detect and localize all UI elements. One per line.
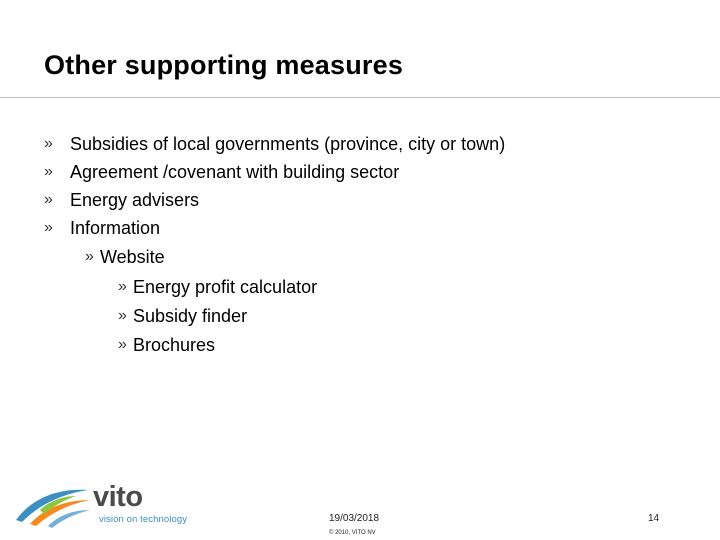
bullet-text: Agreement /covenant with building sector xyxy=(70,162,400,182)
bullet-text: Subsidy finder xyxy=(133,306,248,326)
slide-title: Other supporting measures xyxy=(44,50,404,80)
bullet-marker: » xyxy=(118,278,127,295)
page-number: 14 xyxy=(648,513,660,524)
footer-date: 19/03/2018 xyxy=(329,513,380,524)
title-divider xyxy=(0,97,720,98)
bullet-marker: » xyxy=(44,135,53,152)
bullet-text: Brochures xyxy=(133,335,216,355)
bullet-text: Subsidies of local governments (province, city or town) xyxy=(70,134,506,154)
bullet-marker: » xyxy=(44,191,53,208)
logo-tagline: vision on technology xyxy=(99,514,188,525)
bullet-text: Energy profit calculator xyxy=(133,277,318,297)
footer-copyright: © 2010, VITO NV xyxy=(329,530,376,536)
bullet-text: Website xyxy=(100,247,165,267)
bullet-text: Energy advisers xyxy=(70,190,200,210)
bullet-marker: » xyxy=(85,248,94,265)
bullet-text: Information xyxy=(70,218,161,238)
bullet-marker: » xyxy=(118,307,127,324)
bullet-marker: » xyxy=(118,336,127,353)
bullet-marker: » xyxy=(44,163,53,180)
logo-wordmark: vito xyxy=(93,481,143,513)
bullet-marker: » xyxy=(44,219,53,236)
